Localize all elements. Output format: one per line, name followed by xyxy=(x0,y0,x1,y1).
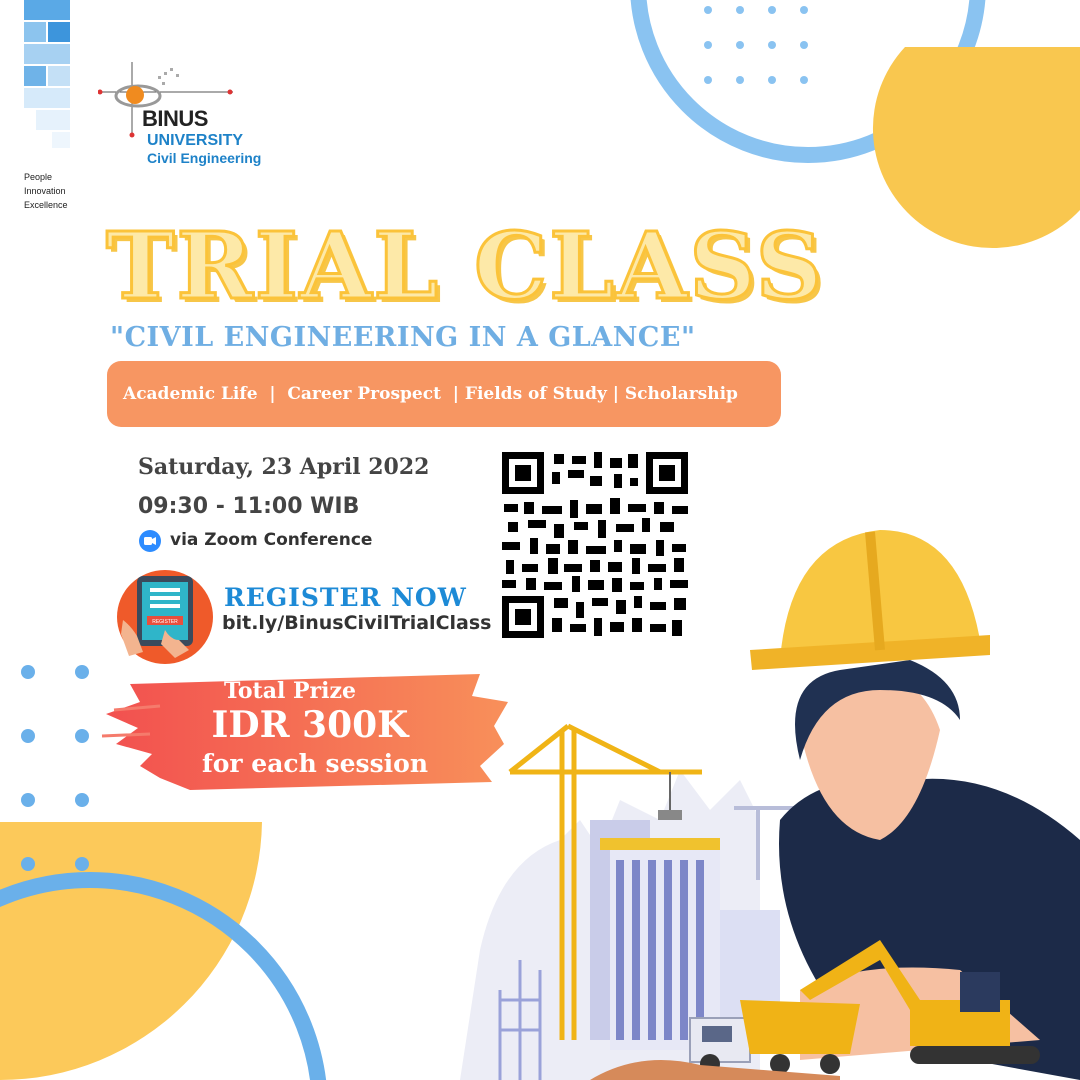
page-subtitle: "CIVIL ENGINEERING IN A GLANCE" xyxy=(110,322,696,353)
brand-department: Civil Engineering xyxy=(147,150,262,166)
prize-amount: IDR 300K xyxy=(211,704,409,746)
zoom-video-icon xyxy=(139,530,161,552)
event-platform: via Zoom Conference xyxy=(170,530,373,550)
brand-name: BINUS xyxy=(142,106,208,131)
page-title: TRIAL CLASS xyxy=(106,212,825,320)
construction-illustration xyxy=(440,520,1080,1080)
brand-tagline: People Innovation Excellence xyxy=(24,172,68,210)
svg-text:REGISTER: REGISTER xyxy=(152,619,178,625)
topics-banner: Academic Life | Career Prospect | Fields of Study | Scholarship xyxy=(107,361,781,427)
mosaic-pattern xyxy=(24,0,70,148)
register-link[interactable]: bit.ly/BinusCivilTrialClass xyxy=(222,612,492,634)
brand-university: UNIVERSITY xyxy=(147,132,244,149)
prize-note: for each session xyxy=(202,749,428,778)
event-date: Saturday, 23 April 2022 xyxy=(138,454,430,480)
event-time: 09:30 - 11:00 WIB xyxy=(138,494,360,519)
prize-label: Total Prize xyxy=(224,678,356,704)
register-now-label: REGISTER NOW xyxy=(224,583,467,612)
tablet-register-icon xyxy=(117,570,213,664)
